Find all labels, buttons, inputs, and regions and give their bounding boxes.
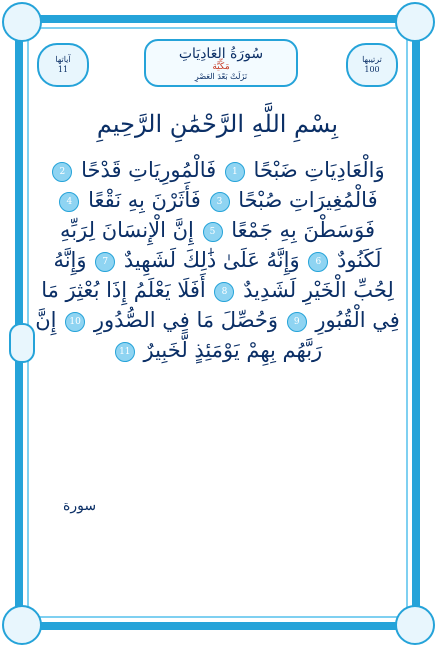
ayah-number-marker: 11 bbox=[115, 342, 135, 362]
hizb-marker-ornament bbox=[9, 323, 35, 363]
verse-count-value: 11 bbox=[57, 65, 69, 74]
verse-text: أَفَلَا يَعْلَمُ إِذَا بُعْثِرَ مَا فِي الْقُبُورِ bbox=[41, 278, 400, 332]
revealed-after: نَزَلَتْ بَعْدَ العَصْرِ bbox=[194, 71, 248, 81]
verse-count-label: آياتها bbox=[55, 55, 71, 65]
ayah-number-marker: 4 bbox=[59, 192, 79, 212]
catchword: سورة bbox=[63, 498, 97, 514]
corner-ornament-icon bbox=[395, 605, 435, 645]
ayah-number-marker: 8 bbox=[214, 282, 234, 302]
ayah-number-marker: 2 bbox=[52, 162, 72, 182]
ayah-number-marker: 6 bbox=[308, 252, 328, 272]
corner-ornament-icon bbox=[2, 2, 42, 42]
verse-text: إِنَّ الْإِنسَانَ لِرَبِّهِ لَكَنُودٌ bbox=[59, 218, 382, 272]
verse-text: وَإِنَّهُ لِحُبِّ الْخَيْرِ لَشَدِيدٌ bbox=[53, 248, 394, 302]
verse-count-medallion bbox=[37, 43, 89, 87]
verse-text: وَالْعَادِيَاتِ ضَبْحًا bbox=[253, 158, 385, 182]
ayah-number-marker: 5 bbox=[203, 222, 223, 242]
surah-header bbox=[29, 29, 406, 89]
surah-title-box bbox=[144, 39, 298, 87]
verse-text: وَإِنَّهُ عَلَىٰ ذَٰلِكَ لَشَهِيدٌ bbox=[123, 248, 300, 272]
surah-order-value: 100 bbox=[364, 65, 380, 74]
verse-text: فَالْمُورِيَاتِ قَدْحًا bbox=[81, 158, 217, 182]
verse-text: فَأَثَرْنَ بِهِ نَقْعًا bbox=[88, 188, 201, 212]
corner-ornament-icon bbox=[2, 605, 42, 645]
surah-title: سُورَةُ العَادِيَاتِ bbox=[178, 45, 264, 62]
revelation-type: مَكِّيَّة bbox=[212, 61, 230, 72]
basmala: بِسْمِ اللَّهِ الرَّحْمَٰنِ الرَّحِيمِ bbox=[96, 110, 339, 138]
surah-order-label: ترتيبها bbox=[362, 55, 382, 65]
page-frame bbox=[15, 15, 420, 630]
ayah-number-marker: 10 bbox=[65, 312, 85, 332]
verse-text: إِنَّ رَبَّهُم بِهِمْ يَوْمَئِذٍ لَّخَبِيرٌ bbox=[35, 308, 323, 362]
verse-text: وَحُصِّلَ مَا فِي الصُّدُورِ bbox=[93, 308, 279, 332]
verse-text: فَالْمُغِيرَاتِ صُبْحًا bbox=[238, 188, 378, 212]
corner-ornament-icon bbox=[395, 2, 435, 42]
verse-text: فَوَسَطْنَ بِهِ جَمْعًا bbox=[231, 218, 376, 242]
ayah-number-marker: 7 bbox=[95, 252, 115, 272]
ayah-number-marker: 9 bbox=[287, 312, 307, 332]
ayah-number-marker: 3 bbox=[210, 192, 230, 212]
ayah-number-marker: 1 bbox=[225, 162, 245, 182]
verses-block bbox=[35, 155, 400, 365]
surah-order-medallion bbox=[346, 43, 398, 87]
